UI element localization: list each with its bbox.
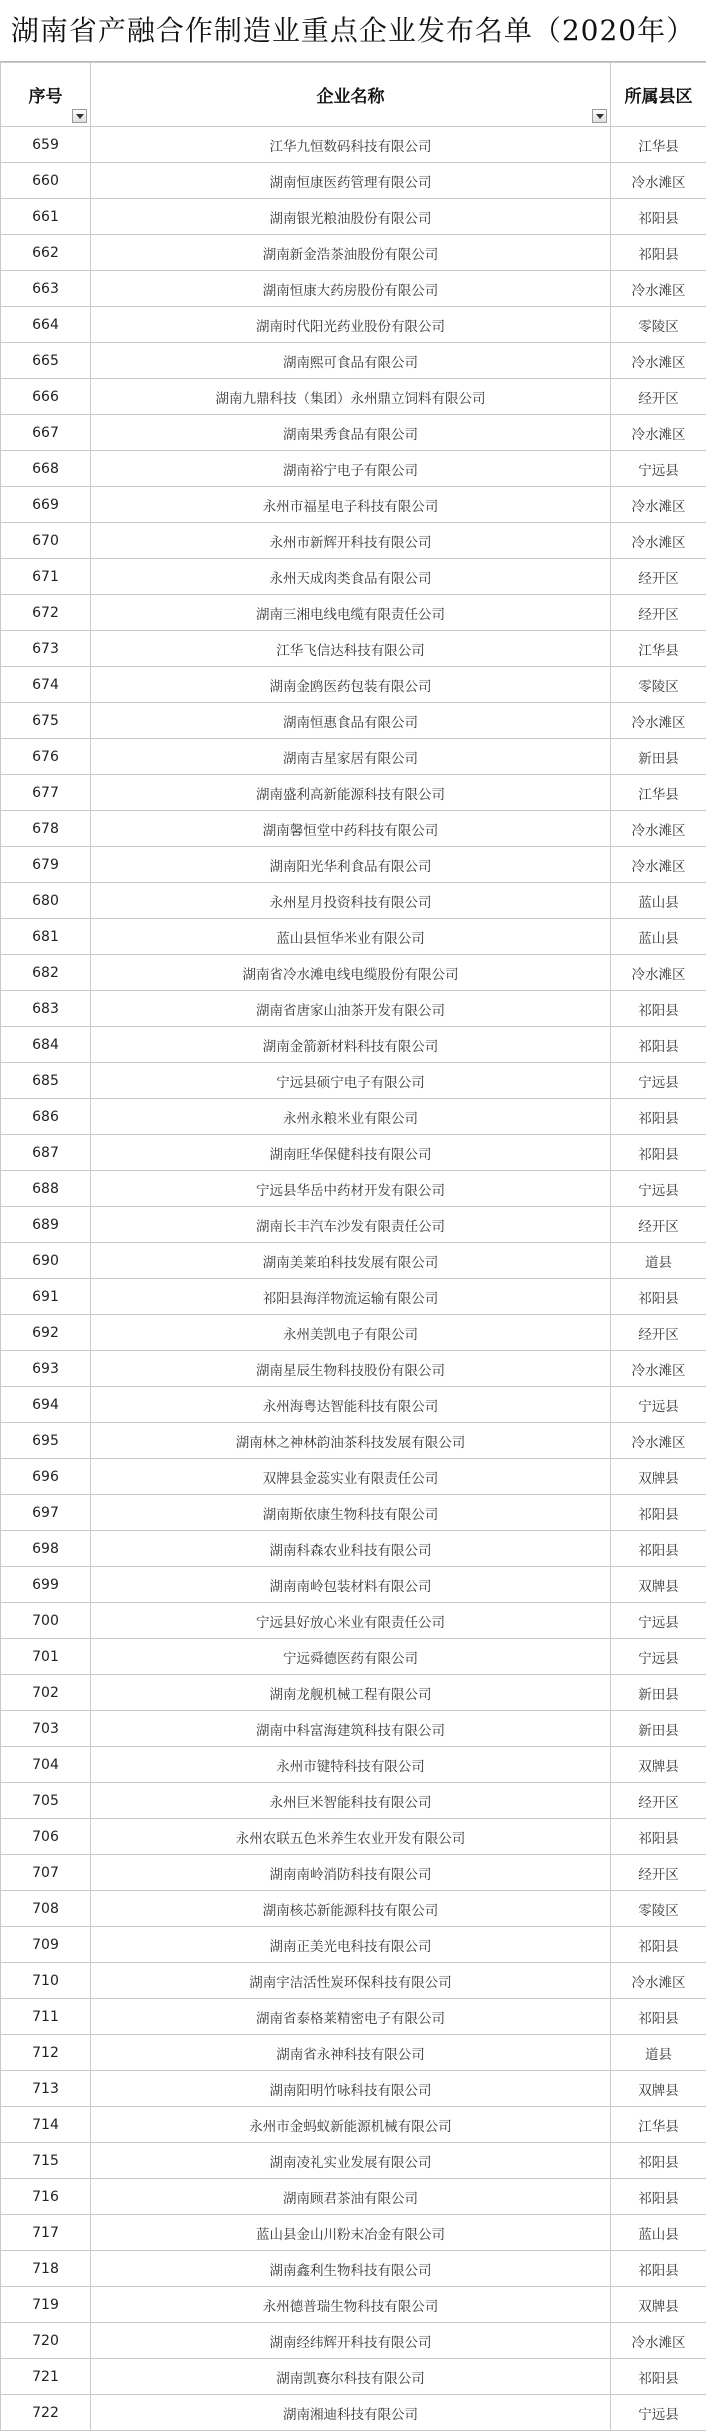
cell-county: 冷水滩区 — [611, 523, 706, 559]
cell-seq: 671 — [1, 559, 91, 595]
cell-seq: 719 — [1, 2287, 91, 2323]
cell-seq: 699 — [1, 1567, 91, 1603]
cell-county: 双牌县 — [611, 1747, 706, 1783]
cell-county: 新田县 — [611, 1711, 706, 1747]
cell-seq: 662 — [1, 235, 91, 271]
table-row — [1, 487, 706, 523]
cell-company-name: 永州市福星电子科技有限公司 — [91, 487, 611, 523]
cell-company-name: 湖南旺华保健科技有限公司 — [91, 1135, 611, 1171]
cell-seq: 686 — [1, 1099, 91, 1135]
table-row — [1, 847, 706, 883]
cell-company-name: 蓝山县金山川粉末冶金有限公司 — [91, 2215, 611, 2251]
table-row — [1, 523, 706, 559]
table-row — [1, 2071, 706, 2107]
cell-seq: 687 — [1, 1135, 91, 1171]
cell-company-name: 湖南吉星家居有限公司 — [91, 739, 611, 775]
cell-company-name: 湖南恒惠食品有限公司 — [91, 703, 611, 739]
cell-company-name: 湖南鑫利生物科技有限公司 — [91, 2251, 611, 2287]
table-row — [1, 2323, 706, 2359]
table-row — [1, 2179, 706, 2215]
cell-seq: 689 — [1, 1207, 91, 1243]
cell-county: 江华县 — [611, 775, 706, 811]
cell-company-name: 湖南馨恒堂中药科技有限公司 — [91, 811, 611, 847]
cell-county: 冷水滩区 — [611, 955, 706, 991]
cell-seq: 677 — [1, 775, 91, 811]
table-row — [1, 199, 706, 235]
cell-county: 冷水滩区 — [611, 487, 706, 523]
cell-seq: 717 — [1, 2215, 91, 2251]
cell-county: 祁阳县 — [611, 991, 706, 1027]
cell-seq: 683 — [1, 991, 91, 1027]
cell-county: 祁阳县 — [611, 2359, 706, 2395]
cell-seq: 702 — [1, 1675, 91, 1711]
table-row — [1, 127, 706, 163]
table-row — [1, 1783, 706, 1819]
cell-county: 经开区 — [611, 559, 706, 595]
cell-seq: 695 — [1, 1423, 91, 1459]
cell-county: 祁阳县 — [611, 1531, 706, 1567]
cell-seq: 665 — [1, 343, 91, 379]
cell-county: 宁远县 — [611, 1639, 706, 1675]
cell-seq: 673 — [1, 631, 91, 667]
cell-seq: 708 — [1, 1891, 91, 1927]
cell-county: 祁阳县 — [611, 1135, 706, 1171]
table-row — [1, 811, 706, 847]
cell-seq: 675 — [1, 703, 91, 739]
cell-company-name: 湖南正美光电科技有限公司 — [91, 1927, 611, 1963]
cell-county: 经开区 — [611, 379, 706, 415]
cell-seq: 707 — [1, 1855, 91, 1891]
cell-seq: 682 — [1, 955, 91, 991]
cell-county: 冷水滩区 — [611, 1423, 706, 1459]
company-table — [0, 62, 706, 2431]
cell-company-name: 永州美凯电子有限公司 — [91, 1315, 611, 1351]
cell-company-name: 湖南经纬辉开科技有限公司 — [91, 2323, 611, 2359]
cell-seq: 718 — [1, 2251, 91, 2287]
cell-company-name: 湖南金箭新材料科技有限公司 — [91, 1027, 611, 1063]
table-row — [1, 991, 706, 1027]
column-header-seq-label: 序号 — [29, 87, 63, 107]
cell-company-name: 江华飞信达科技有限公司 — [91, 631, 611, 667]
table-row — [1, 919, 706, 955]
table-row — [1, 415, 706, 451]
cell-seq: 713 — [1, 2071, 91, 2107]
cell-county: 蓝山县 — [611, 919, 706, 955]
table-row — [1, 2395, 706, 2431]
cell-company-name: 湖南省永神科技有限公司 — [91, 2035, 611, 2071]
cell-county: 蓝山县 — [611, 883, 706, 919]
cell-county: 江华县 — [611, 127, 706, 163]
cell-seq: 711 — [1, 1999, 91, 2035]
cell-seq: 669 — [1, 487, 91, 523]
cell-county: 祁阳县 — [611, 1927, 706, 1963]
cell-company-name: 永州永粮米业有限公司 — [91, 1099, 611, 1135]
cell-seq: 666 — [1, 379, 91, 415]
cell-company-name: 永州海粤达智能科技有限公司 — [91, 1387, 611, 1423]
cell-company-name: 湖南星辰生物科技股份有限公司 — [91, 1351, 611, 1387]
cell-company-name: 湖南长丰汽车沙发有限责任公司 — [91, 1207, 611, 1243]
cell-seq: 709 — [1, 1927, 91, 1963]
cell-seq: 659 — [1, 127, 91, 163]
cell-county: 宁远县 — [611, 1603, 706, 1639]
table-row — [1, 1855, 706, 1891]
filter-dropdown-icon[interactable] — [72, 109, 87, 123]
cell-county: 冷水滩区 — [611, 1963, 706, 1999]
cell-seq: 720 — [1, 2323, 91, 2359]
cell-company-name: 湖南美莱珀科技发展有限公司 — [91, 1243, 611, 1279]
cell-county: 零陵区 — [611, 667, 706, 703]
cell-county: 零陵区 — [611, 307, 706, 343]
table-row — [1, 379, 706, 415]
cell-seq: 697 — [1, 1495, 91, 1531]
cell-company-name: 宁远县华岳中药材开发有限公司 — [91, 1171, 611, 1207]
cell-company-name: 祁阳县海洋物流运输有限公司 — [91, 1279, 611, 1315]
cell-seq: 668 — [1, 451, 91, 487]
table-row — [1, 703, 706, 739]
cell-company-name: 永州巨米智能科技有限公司 — [91, 1783, 611, 1819]
cell-company-name: 湖南顾君茶油有限公司 — [91, 2179, 611, 2215]
cell-county: 宁远县 — [611, 1171, 706, 1207]
cell-company-name: 永州市新辉开科技有限公司 — [91, 523, 611, 559]
table-row — [1, 955, 706, 991]
table-row — [1, 1531, 706, 1567]
table-row — [1, 883, 706, 919]
cell-county: 道县 — [611, 2035, 706, 2071]
table-row — [1, 343, 706, 379]
table-row — [1, 451, 706, 487]
table-row — [1, 1927, 706, 1963]
table-row — [1, 1027, 706, 1063]
cell-seq: 660 — [1, 163, 91, 199]
table-row — [1, 1603, 706, 1639]
cell-seq: 661 — [1, 199, 91, 235]
cell-county: 宁远县 — [611, 1063, 706, 1099]
cell-seq: 722 — [1, 2395, 91, 2431]
cell-county: 冷水滩区 — [611, 847, 706, 883]
cell-company-name: 湖南林之神林韵油茶科技发展有限公司 — [91, 1423, 611, 1459]
table-row — [1, 667, 706, 703]
table-row — [1, 163, 706, 199]
cell-company-name: 湖南凌礼实业发展有限公司 — [91, 2143, 611, 2179]
cell-company-name: 湖南恒康医药管理有限公司 — [91, 163, 611, 199]
cell-seq: 715 — [1, 2143, 91, 2179]
cell-seq: 679 — [1, 847, 91, 883]
cell-county: 宁远县 — [611, 1387, 706, 1423]
cell-county: 冷水滩区 — [611, 163, 706, 199]
table-row — [1, 1387, 706, 1423]
cell-company-name: 湖南阳光华利食品有限公司 — [91, 847, 611, 883]
cell-county: 双牌县 — [611, 2071, 706, 2107]
cell-county: 新田县 — [611, 739, 706, 775]
table-row — [1, 1963, 706, 1999]
cell-county: 祁阳县 — [611, 2179, 706, 2215]
table-row — [1, 1891, 706, 1927]
cell-county: 经开区 — [611, 595, 706, 631]
cell-county: 双牌县 — [611, 1459, 706, 1495]
cell-seq: 705 — [1, 1783, 91, 1819]
table-row — [1, 1567, 706, 1603]
cell-seq: 712 — [1, 2035, 91, 2071]
cell-seq: 684 — [1, 1027, 91, 1063]
cell-company-name: 湖南果秀食品有限公司 — [91, 415, 611, 451]
cell-county: 冷水滩区 — [611, 1351, 706, 1387]
cell-county: 冷水滩区 — [611, 415, 706, 451]
cell-county: 蓝山县 — [611, 2215, 706, 2251]
table-row — [1, 1999, 706, 2035]
cell-county: 祁阳县 — [611, 1819, 706, 1855]
table-row — [1, 1351, 706, 1387]
cell-seq: 663 — [1, 271, 91, 307]
cell-county: 祁阳县 — [611, 2251, 706, 2287]
filter-dropdown-icon[interactable] — [592, 109, 607, 123]
table-row — [1, 2251, 706, 2287]
cell-county: 新田县 — [611, 1675, 706, 1711]
cell-seq: 710 — [1, 1963, 91, 1999]
table-row — [1, 1135, 706, 1171]
cell-company-name: 湖南省唐家山油茶开发有限公司 — [91, 991, 611, 1027]
table-row — [1, 2287, 706, 2323]
cell-seq: 674 — [1, 667, 91, 703]
cell-seq: 714 — [1, 2107, 91, 2143]
table-row — [1, 1315, 706, 1351]
cell-seq: 700 — [1, 1603, 91, 1639]
table-row — [1, 1747, 706, 1783]
table-row — [1, 1495, 706, 1531]
cell-company-name: 蓝山县恒华米业有限公司 — [91, 919, 611, 955]
cell-company-name: 永州农联五色米养生农业开发有限公司 — [91, 1819, 611, 1855]
cell-county: 祁阳县 — [611, 199, 706, 235]
table-row — [1, 775, 706, 811]
cell-company-name: 双牌县金蕊实业有限责任公司 — [91, 1459, 611, 1495]
cell-company-name: 永州星月投资科技有限公司 — [91, 883, 611, 919]
cell-company-name: 湖南盛利高新能源科技有限公司 — [91, 775, 611, 811]
column-header-company-label: 企业名称 — [317, 87, 385, 107]
cell-seq: 706 — [1, 1819, 91, 1855]
table-row — [1, 1819, 706, 1855]
cell-company-name: 湖南龙舰机械工程有限公司 — [91, 1675, 611, 1711]
table-row — [1, 595, 706, 631]
cell-company-name: 湖南南岭消防科技有限公司 — [91, 1855, 611, 1891]
table-row — [1, 2215, 706, 2251]
cell-company-name: 湖南凯赛尔科技有限公司 — [91, 2359, 611, 2395]
cell-seq: 678 — [1, 811, 91, 847]
column-header-seq — [1, 63, 91, 127]
table-row — [1, 1207, 706, 1243]
cell-company-name: 湖南银光粮油股份有限公司 — [91, 199, 611, 235]
table-row — [1, 235, 706, 271]
cell-company-name: 江华九恒数码科技有限公司 — [91, 127, 611, 163]
cell-county: 冷水滩区 — [611, 811, 706, 847]
cell-seq: 672 — [1, 595, 91, 631]
table-header-row — [1, 63, 706, 127]
cell-company-name: 湖南南岭包装材料有限公司 — [91, 1567, 611, 1603]
cell-company-name: 湖南斯依康生物科技有限公司 — [91, 1495, 611, 1531]
table-row — [1, 2107, 706, 2143]
cell-seq: 696 — [1, 1459, 91, 1495]
cell-seq: 704 — [1, 1747, 91, 1783]
table-row — [1, 1459, 706, 1495]
table-row — [1, 1711, 706, 1747]
cell-county: 双牌县 — [611, 1567, 706, 1603]
page-title: 湖南省产融合作制造业重点企业发布名单（2020年） — [0, 0, 706, 62]
cell-company-name: 湖南九鼎科技（集团）永州鼎立饲料有限公司 — [91, 379, 611, 415]
table-row — [1, 559, 706, 595]
cell-company-name: 湖南中科富海建筑科技有限公司 — [91, 1711, 611, 1747]
table-row — [1, 739, 706, 775]
table-row — [1, 2143, 706, 2179]
table-row — [1, 1063, 706, 1099]
cell-company-name: 湖南熙可食品有限公司 — [91, 343, 611, 379]
cell-seq: 670 — [1, 523, 91, 559]
cell-company-name: 湖南新金浩茶油股份有限公司 — [91, 235, 611, 271]
cell-county: 零陵区 — [611, 1891, 706, 1927]
cell-county: 道县 — [611, 1243, 706, 1279]
cell-company-name: 永州天成肉类食品有限公司 — [91, 559, 611, 595]
cell-county: 祁阳县 — [611, 1279, 706, 1315]
cell-seq: 694 — [1, 1387, 91, 1423]
table-body — [1, 127, 706, 2431]
cell-seq: 680 — [1, 883, 91, 919]
cell-seq: 703 — [1, 1711, 91, 1747]
table-row — [1, 2359, 706, 2395]
cell-company-name: 湖南金鸥医药包装有限公司 — [91, 667, 611, 703]
cell-seq: 685 — [1, 1063, 91, 1099]
cell-seq: 667 — [1, 415, 91, 451]
cell-county: 冷水滩区 — [611, 2323, 706, 2359]
cell-county: 祁阳县 — [611, 235, 706, 271]
cell-company-name: 湖南时代阳光药业股份有限公司 — [91, 307, 611, 343]
cell-county: 祁阳县 — [611, 1099, 706, 1135]
cell-company-name: 湖南省冷水滩电线电缆股份有限公司 — [91, 955, 611, 991]
cell-company-name: 湖南阳明竹咏科技有限公司 — [91, 2071, 611, 2107]
cell-county: 祁阳县 — [611, 1495, 706, 1531]
table-row — [1, 307, 706, 343]
cell-county: 冷水滩区 — [611, 343, 706, 379]
cell-seq: 692 — [1, 1315, 91, 1351]
cell-company-name: 宁远县硕宁电子有限公司 — [91, 1063, 611, 1099]
cell-company-name: 永州市键特科技有限公司 — [91, 1747, 611, 1783]
cell-company-name: 永州德普瑞生物科技有限公司 — [91, 2287, 611, 2323]
cell-seq: 721 — [1, 2359, 91, 2395]
table-row — [1, 631, 706, 667]
cell-company-name: 永州市金蚂蚁新能源机械有限公司 — [91, 2107, 611, 2143]
cell-company-name: 湖南科森农业科技有限公司 — [91, 1531, 611, 1567]
table-row — [1, 1243, 706, 1279]
cell-company-name: 湖南三湘电线电缆有限责任公司 — [91, 595, 611, 631]
table-row — [1, 1099, 706, 1135]
cell-county: 宁远县 — [611, 451, 706, 487]
column-header-county — [611, 63, 706, 127]
table-row — [1, 1675, 706, 1711]
table-row — [1, 1171, 706, 1207]
table-row — [1, 1423, 706, 1459]
cell-company-name: 宁远县好放心米业有限责任公司 — [91, 1603, 611, 1639]
cell-company-name: 湖南核芯新能源科技有限公司 — [91, 1891, 611, 1927]
cell-county: 经开区 — [611, 1783, 706, 1819]
cell-company-name: 湖南宇洁活性炭环保科技有限公司 — [91, 1963, 611, 1999]
cell-county: 江华县 — [611, 631, 706, 667]
cell-county: 经开区 — [611, 1207, 706, 1243]
table-row — [1, 271, 706, 307]
cell-county: 祁阳县 — [611, 1999, 706, 2035]
cell-seq: 676 — [1, 739, 91, 775]
cell-county: 经开区 — [611, 1855, 706, 1891]
table-row — [1, 1639, 706, 1675]
cell-county: 冷水滩区 — [611, 271, 706, 307]
cell-county: 冷水滩区 — [611, 703, 706, 739]
cell-county: 江华县 — [611, 2107, 706, 2143]
cell-seq: 690 — [1, 1243, 91, 1279]
cell-company-name: 湖南省泰格莱精密电子有限公司 — [91, 1999, 611, 2035]
table-row — [1, 1279, 706, 1315]
cell-county: 祁阳县 — [611, 2143, 706, 2179]
cell-seq: 716 — [1, 2179, 91, 2215]
cell-company-name: 湖南裕宁电子有限公司 — [91, 451, 611, 487]
column-header-company — [91, 63, 611, 127]
cell-company-name: 湖南恒康大药房股份有限公司 — [91, 271, 611, 307]
cell-seq: 691 — [1, 1279, 91, 1315]
cell-company-name: 宁远舜德医药有限公司 — [91, 1639, 611, 1675]
table-row — [1, 2035, 706, 2071]
cell-seq: 688 — [1, 1171, 91, 1207]
cell-seq: 698 — [1, 1531, 91, 1567]
cell-company-name: 湖南湘迪科技有限公司 — [91, 2395, 611, 2431]
cell-seq: 664 — [1, 307, 91, 343]
cell-seq: 681 — [1, 919, 91, 955]
cell-county: 经开区 — [611, 1315, 706, 1351]
cell-county: 宁远县 — [611, 2395, 706, 2431]
column-header-county-label: 所属县区 — [625, 87, 693, 107]
cell-seq: 701 — [1, 1639, 91, 1675]
cell-county: 祁阳县 — [611, 1027, 706, 1063]
cell-seq: 693 — [1, 1351, 91, 1387]
cell-county: 双牌县 — [611, 2287, 706, 2323]
